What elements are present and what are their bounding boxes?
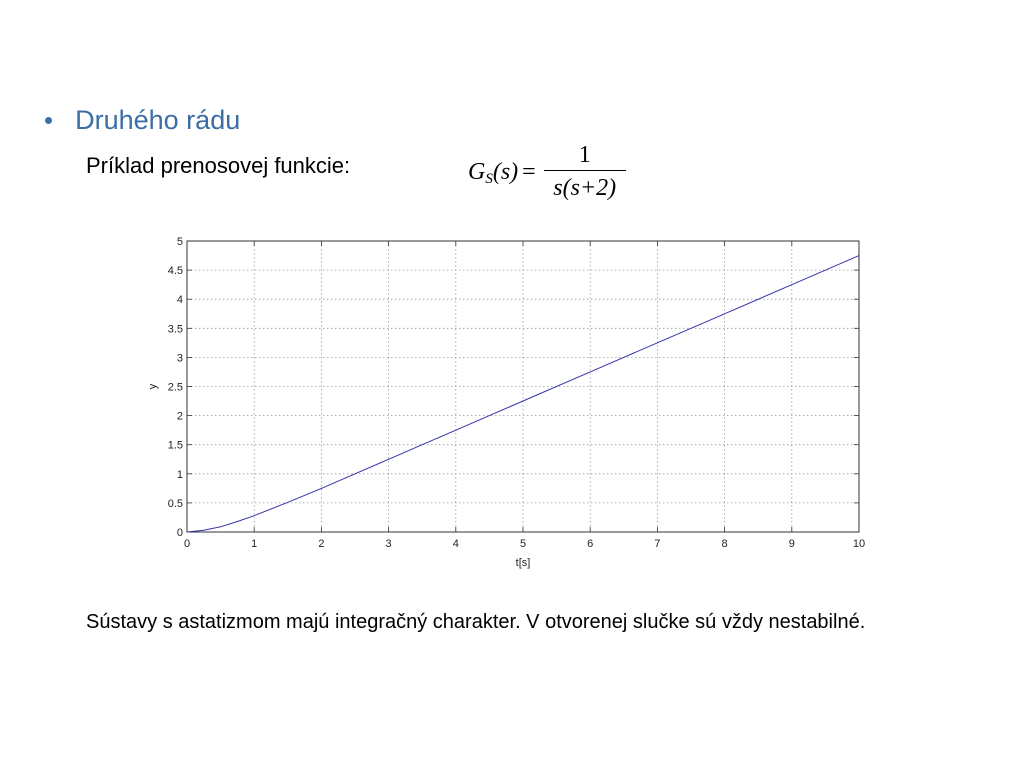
y-axis-label: y — [147, 383, 159, 390]
x-tick-label: 7 — [654, 538, 661, 550]
y-tick-label: 0 — [176, 527, 183, 539]
x-tick-label: 4 — [452, 538, 459, 550]
formula-g: G — [468, 159, 486, 185]
y-tick-label: 2.5 — [167, 381, 183, 394]
x-tick-label: 8 — [721, 538, 728, 550]
y-tick-label: 4 — [176, 294, 183, 307]
formula-denominator — [553, 171, 616, 205]
x-tick-label: 0 — [183, 538, 191, 550]
y-tick-label: 0.5 — [167, 497, 183, 510]
transfer-function-formula — [468, 140, 626, 205]
bullet-row — [44, 100, 240, 140]
x-tick-label: 5 — [519, 538, 527, 550]
formula-equals: = — [522, 159, 536, 185]
y-tick-label: 1 — [176, 468, 183, 481]
x-tick-label: 6 — [587, 538, 594, 550]
x-tick-label: 10 — [852, 538, 866, 550]
formula-numerator: 1 — [578, 142, 591, 168]
formula-fraction — [544, 140, 626, 205]
step-response-chart — [140, 230, 880, 575]
example-label: Príklad prenosovej funkcie: — [86, 153, 351, 178]
x-tick-label: 3 — [385, 538, 392, 550]
y-tick-label: 2 — [176, 410, 183, 423]
formula-arg: (s) — [492, 159, 519, 185]
x-tick-label: 1 — [251, 538, 258, 550]
slide-heading: Druhého rádu — [75, 105, 241, 135]
y-tick-label: 3 — [176, 352, 183, 365]
formula-denominator-paren: (s+2) — [562, 175, 617, 201]
y-tick-label: 3.5 — [167, 323, 183, 336]
y-tick-label: 5 — [176, 236, 183, 248]
x-tick-label: 2 — [318, 538, 325, 550]
y-tick-label: 1.5 — [167, 439, 183, 452]
y-tick-label: 4.5 — [167, 265, 183, 278]
formula-denominator-s: s — [553, 175, 563, 201]
x-tick-label: 9 — [788, 538, 795, 550]
bullet-marker: • — [44, 105, 54, 135]
x-axis-label: t[s] — [515, 557, 531, 569]
formula-subscript: S — [485, 171, 493, 187]
slide-note: Sústavy s astatizmom majú integračný charakter. V otvorenej slučke sú vždy nestabilné. — [86, 611, 866, 633]
